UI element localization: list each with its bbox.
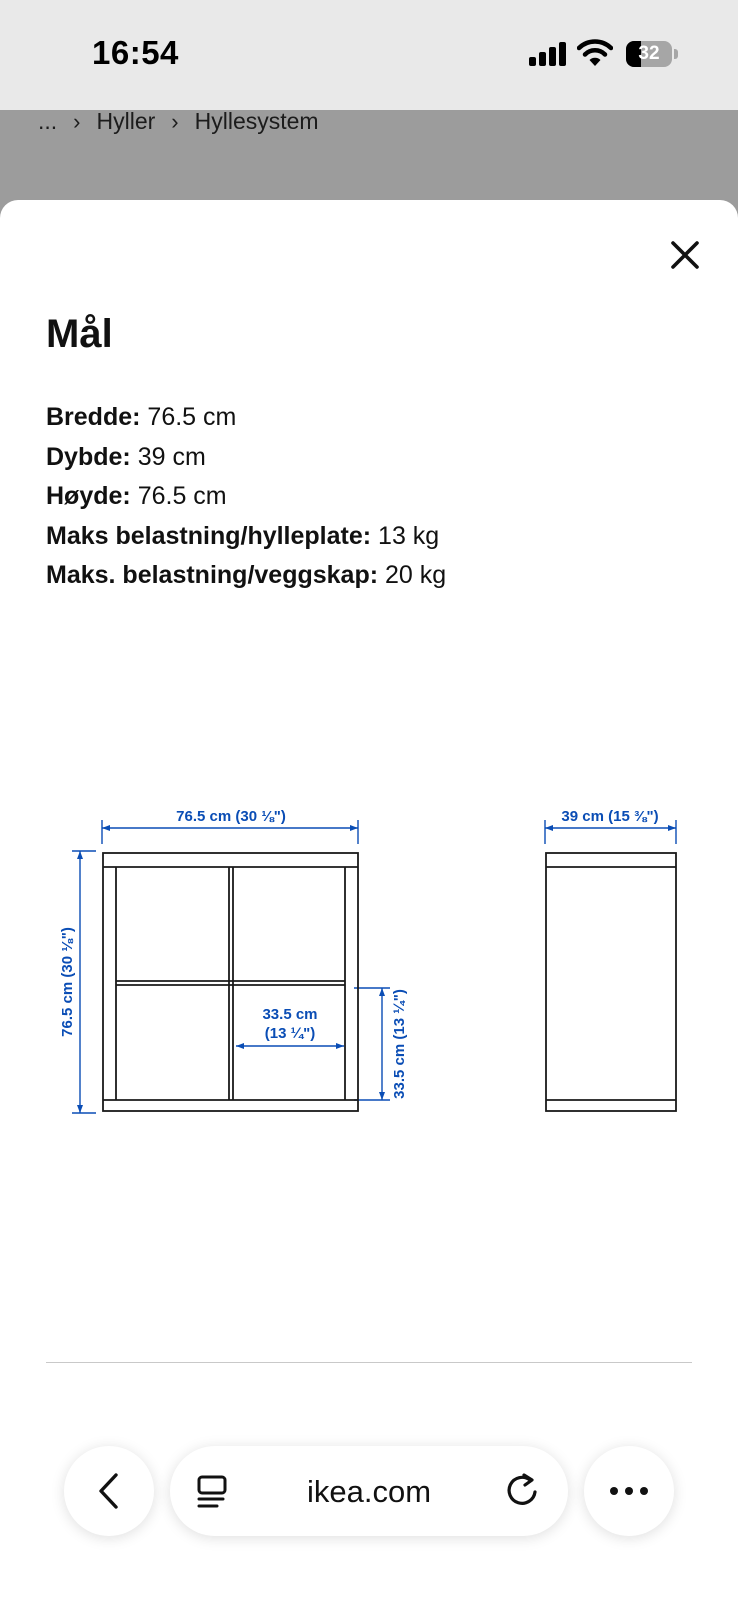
spec-value: 76.5 cm [137, 482, 227, 510]
spec-width [46, 398, 446, 438]
spec-label: Maks belastning/hylleplate: [46, 521, 372, 550]
spec-label: Dybde: [46, 442, 131, 471]
signal-icon [529, 42, 567, 66]
battery-icon [626, 41, 672, 67]
spec-value: 39 cm [137, 442, 206, 471]
more-button[interactable] [584, 1446, 674, 1536]
status-bar [0, 0, 738, 110]
inner-width-label-line2: (13 ¼") [264, 1025, 316, 1042]
url-bar[interactable] [170, 1446, 568, 1536]
close-icon[interactable] [664, 234, 706, 276]
front-width-label: 76.5 cm (30 ⅛") [176, 808, 286, 825]
battery-tip [674, 49, 678, 59]
spec-max-load-cabinet [46, 556, 446, 596]
back-icon [94, 1472, 124, 1510]
wifi-icon [577, 38, 613, 68]
url-text[interactable]: ikea.com [306, 1474, 432, 1509]
sheet-title: Mål [46, 312, 113, 356]
spec-value: 76.5 cm [147, 403, 237, 431]
chevron-right-icon: › [73, 108, 81, 134]
breadcrumb-item-hyllesystem[interactable]: Hyllesystem [194, 108, 319, 134]
spec-max-load-shelf [46, 517, 446, 557]
spec-label: Bredde: [46, 403, 141, 431]
spec-height [46, 477, 446, 517]
chevron-right-icon: › [171, 108, 179, 134]
spec-label: Høyde: [46, 482, 131, 510]
breadcrumb-ellipsis[interactable]: ... [38, 108, 58, 134]
side-depth-label: 39 cm (15 ⅜") [561, 808, 659, 825]
reload-icon[interactable] [504, 1472, 542, 1510]
inner-width-label-line1: 33.5 cm [262, 1006, 318, 1023]
breadcrumb-item-hyller[interactable]: Hyller [96, 108, 156, 134]
battery-percent: 32 [638, 43, 660, 64]
back-button[interactable] [64, 1446, 154, 1536]
more-icon [609, 1485, 649, 1497]
spec-label: Maks. belastning/veggskap: [46, 561, 379, 589]
spec-value: 20 kg [385, 561, 447, 589]
front-height-label: 76.5 cm (30 ⅛") [59, 927, 76, 1037]
dimension-diagram [0, 780, 738, 1140]
breadcrumb [38, 108, 319, 135]
spec-value: 13 kg [378, 521, 440, 550]
inner-height-label: 33.5 cm (13 ¼") [391, 989, 408, 1099]
divider [46, 1362, 692, 1363]
spec-list [46, 398, 446, 596]
status-time: 16:54 [92, 34, 179, 71]
spec-depth [46, 438, 446, 478]
